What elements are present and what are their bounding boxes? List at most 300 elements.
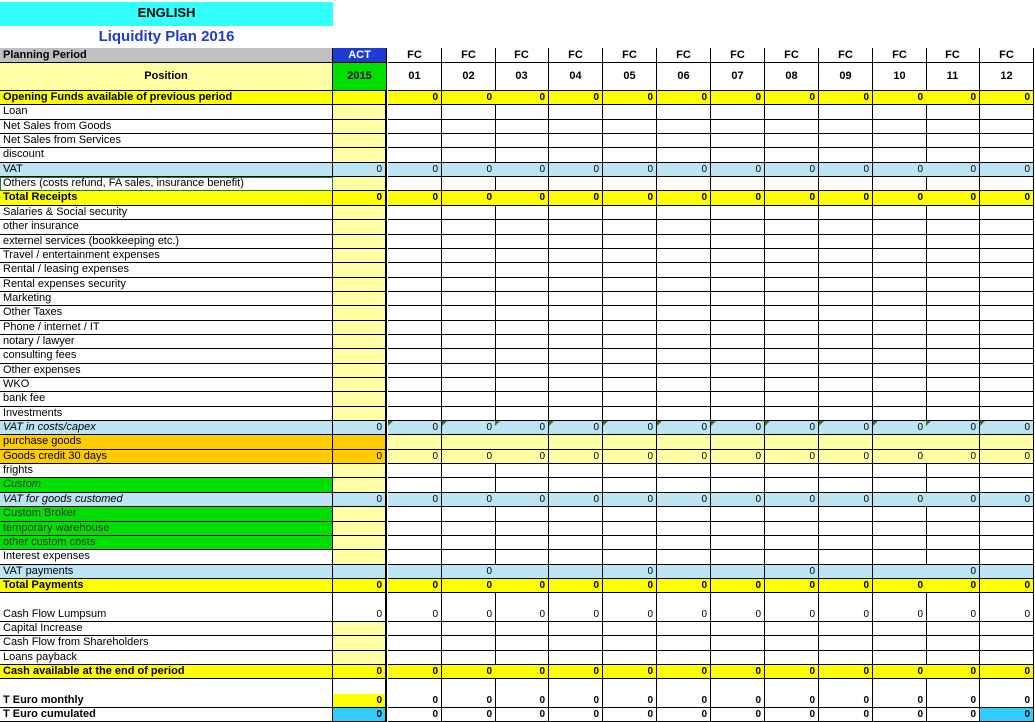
cell[interactable] xyxy=(980,292,1034,306)
cell[interactable] xyxy=(711,392,765,407)
cell[interactable] xyxy=(980,536,1034,550)
cell[interactable] xyxy=(442,220,496,235)
cell[interactable]: 0 xyxy=(819,450,873,464)
cell[interactable] xyxy=(765,435,819,450)
cell[interactable] xyxy=(926,134,980,148)
cell[interactable]: 0 xyxy=(765,565,819,579)
cell[interactable] xyxy=(873,622,927,636)
cell[interactable]: 0 xyxy=(495,608,549,622)
cell[interactable] xyxy=(495,148,549,163)
cell[interactable] xyxy=(388,278,442,292)
cell[interactable] xyxy=(333,435,387,450)
cell[interactable]: 0 xyxy=(711,579,765,593)
cell[interactable] xyxy=(495,392,549,407)
cell[interactable] xyxy=(603,206,657,220)
row-label[interactable]: Custom Broker xyxy=(0,507,333,522)
cell[interactable]: 0 xyxy=(549,91,603,105)
cell[interactable] xyxy=(873,220,927,235)
cell[interactable] xyxy=(819,134,873,148)
cell[interactable] xyxy=(819,292,873,306)
cell[interactable] xyxy=(495,464,549,478)
cell[interactable] xyxy=(980,321,1034,335)
cell[interactable] xyxy=(873,364,927,378)
cell[interactable] xyxy=(603,263,657,278)
cell[interactable] xyxy=(333,679,387,694)
cell[interactable] xyxy=(388,378,442,392)
cell[interactable]: 0 xyxy=(442,450,496,464)
cell[interactable] xyxy=(711,335,765,349)
cell[interactable]: 0 xyxy=(711,91,765,105)
cell[interactable] xyxy=(980,306,1034,321)
cell[interactable]: 0 xyxy=(873,191,927,206)
cell[interactable]: 0 xyxy=(819,608,873,622)
row-label[interactable]: Investments xyxy=(0,407,333,421)
row-label[interactable]: Others (costs refund, FA sales, insurance benefit) xyxy=(0,177,333,191)
cell[interactable] xyxy=(333,120,387,134)
cell[interactable]: 0 xyxy=(765,91,819,105)
cell[interactable] xyxy=(711,278,765,292)
cell[interactable] xyxy=(388,565,442,579)
cell[interactable]: 0 xyxy=(388,694,442,708)
cell[interactable] xyxy=(549,105,603,120)
cell[interactable]: 0 xyxy=(980,421,1034,435)
cell[interactable] xyxy=(603,622,657,636)
cell[interactable] xyxy=(819,120,873,134)
row-label[interactable]: WKO xyxy=(0,378,333,392)
cell[interactable]: 0 xyxy=(819,579,873,593)
cell[interactable] xyxy=(926,263,980,278)
cell[interactable] xyxy=(657,550,711,565)
row-label[interactable]: Marketing xyxy=(0,292,333,306)
cell[interactable] xyxy=(442,278,496,292)
cell[interactable] xyxy=(873,507,927,522)
cell[interactable] xyxy=(388,435,442,450)
cell[interactable]: 0 xyxy=(549,421,603,435)
cell[interactable] xyxy=(657,292,711,306)
row-label[interactable]: Loan xyxy=(0,105,333,120)
cell[interactable] xyxy=(819,478,873,493)
row-label[interactable]: consulting fees xyxy=(0,349,333,364)
cell[interactable] xyxy=(926,206,980,220)
cell[interactable] xyxy=(603,120,657,134)
cell[interactable] xyxy=(819,349,873,364)
row-label[interactable]: Cash Flow Lumpsum xyxy=(0,608,333,622)
cell[interactable] xyxy=(819,536,873,550)
cell[interactable]: 0 xyxy=(442,579,496,593)
cell[interactable]: 0 xyxy=(495,450,549,464)
cell[interactable] xyxy=(765,220,819,235)
cell[interactable]: 0 xyxy=(926,608,980,622)
row-label[interactable]: Net Sales from Services xyxy=(0,134,333,148)
cell[interactable] xyxy=(873,435,927,450)
cell[interactable]: 0 xyxy=(442,421,496,435)
row-label[interactable]: Net Sales from Goods xyxy=(0,120,333,134)
cell[interactable] xyxy=(980,622,1034,636)
cell[interactable] xyxy=(926,622,980,636)
row-label[interactable]: frights xyxy=(0,464,333,478)
cell[interactable] xyxy=(765,522,819,536)
row-label[interactable]: Capital Increase xyxy=(0,622,333,636)
cell[interactable]: 0 xyxy=(980,493,1034,507)
cell[interactable] xyxy=(873,522,927,536)
cell[interactable] xyxy=(333,478,387,493)
cell[interactable] xyxy=(388,636,442,651)
cell[interactable] xyxy=(657,622,711,636)
cell[interactable]: 0 xyxy=(873,493,927,507)
cell[interactable] xyxy=(711,435,765,450)
cell[interactable] xyxy=(657,120,711,134)
cell[interactable]: 0 xyxy=(711,694,765,708)
cell[interactable] xyxy=(819,507,873,522)
cell[interactable]: 0 xyxy=(657,579,711,593)
cell[interactable] xyxy=(926,550,980,565)
cell[interactable] xyxy=(495,220,549,235)
cell[interactable]: 0 xyxy=(711,163,765,177)
cell[interactable] xyxy=(495,565,549,579)
row-label[interactable]: Phone / internet / IT xyxy=(0,321,333,335)
cell[interactable]: 0 xyxy=(603,191,657,206)
cell[interactable] xyxy=(495,335,549,349)
cell[interactable] xyxy=(495,407,549,421)
cell[interactable]: 0 xyxy=(388,191,442,206)
cell[interactable]: 0 xyxy=(711,493,765,507)
row-label[interactable]: Rental / leasing expenses xyxy=(0,263,333,278)
cell[interactable]: 0 xyxy=(549,608,603,622)
cell[interactable] xyxy=(388,679,442,694)
cell[interactable]: 0 xyxy=(388,493,442,507)
cell[interactable] xyxy=(873,335,927,349)
cell[interactable] xyxy=(442,478,496,493)
cell[interactable]: 0 xyxy=(495,579,549,593)
cell[interactable]: 0 xyxy=(495,694,549,708)
cell[interactable] xyxy=(495,321,549,335)
row-label[interactable]: Loans payback xyxy=(0,651,333,665)
cell[interactable] xyxy=(926,120,980,134)
cell[interactable]: 0 xyxy=(388,579,442,593)
cell[interactable] xyxy=(765,235,819,249)
cell[interactable]: 0 xyxy=(388,708,442,722)
cell[interactable]: 0 xyxy=(873,694,927,708)
row-label[interactable]: VAT in costs/capex xyxy=(0,421,333,435)
cell[interactable] xyxy=(549,249,603,263)
cell[interactable] xyxy=(603,636,657,651)
cell[interactable] xyxy=(765,278,819,292)
cell[interactable]: 0 xyxy=(819,665,873,679)
cell[interactable] xyxy=(442,349,496,364)
cell[interactable] xyxy=(711,134,765,148)
cell[interactable]: 0 xyxy=(980,163,1034,177)
cell[interactable] xyxy=(333,91,387,105)
cell[interactable] xyxy=(333,105,387,120)
cell[interactable] xyxy=(549,507,603,522)
cell[interactable] xyxy=(495,536,549,550)
cell[interactable] xyxy=(388,263,442,278)
row-label[interactable]: Custom xyxy=(0,478,333,493)
cell[interactable] xyxy=(603,679,657,694)
row-label[interactable] xyxy=(0,593,333,608)
cell[interactable] xyxy=(926,105,980,120)
cell[interactable] xyxy=(873,120,927,134)
cell[interactable] xyxy=(873,679,927,694)
cell[interactable]: 0 xyxy=(388,608,442,622)
cell[interactable] xyxy=(603,349,657,364)
cell[interactable] xyxy=(711,651,765,665)
cell[interactable] xyxy=(711,536,765,550)
cell[interactable] xyxy=(819,636,873,651)
cell[interactable] xyxy=(495,349,549,364)
cell[interactable] xyxy=(765,177,819,191)
cell[interactable] xyxy=(765,249,819,263)
cell[interactable]: 0 xyxy=(388,421,442,435)
cell[interactable]: 0 xyxy=(819,493,873,507)
cell[interactable] xyxy=(442,679,496,694)
cell[interactable]: 0 xyxy=(495,708,549,722)
cell[interactable] xyxy=(333,550,387,565)
cell[interactable] xyxy=(442,321,496,335)
cell[interactable] xyxy=(765,206,819,220)
cell[interactable] xyxy=(765,392,819,407)
cell[interactable] xyxy=(657,364,711,378)
cell[interactable]: 0 xyxy=(549,493,603,507)
row-label[interactable]: Other Taxes xyxy=(0,306,333,321)
cell[interactable] xyxy=(819,278,873,292)
cell[interactable] xyxy=(926,220,980,235)
cell[interactable] xyxy=(980,522,1034,536)
cell[interactable] xyxy=(765,349,819,364)
cell[interactable]: 0 xyxy=(657,493,711,507)
cell[interactable] xyxy=(819,321,873,335)
cell[interactable] xyxy=(549,177,603,191)
cell[interactable]: 0 xyxy=(442,665,496,679)
cell[interactable] xyxy=(980,349,1034,364)
cell[interactable]: 0 xyxy=(873,579,927,593)
cell[interactable] xyxy=(711,235,765,249)
cell[interactable] xyxy=(873,378,927,392)
cell[interactable] xyxy=(333,306,387,321)
cell[interactable] xyxy=(442,364,496,378)
cell[interactable]: 0 xyxy=(549,163,603,177)
cell[interactable]: 0 xyxy=(765,579,819,593)
cell[interactable] xyxy=(333,392,387,407)
cell[interactable]: 0 xyxy=(926,421,980,435)
cell[interactable] xyxy=(765,335,819,349)
cell[interactable] xyxy=(873,177,927,191)
cell[interactable] xyxy=(657,134,711,148)
cell[interactable] xyxy=(603,435,657,450)
cell[interactable] xyxy=(495,364,549,378)
cell[interactable] xyxy=(442,636,496,651)
cell[interactable] xyxy=(980,148,1034,163)
cell[interactable] xyxy=(657,249,711,263)
cell[interactable]: 0 xyxy=(549,665,603,679)
cell[interactable] xyxy=(388,177,442,191)
cell[interactable]: 0 xyxy=(603,493,657,507)
cell[interactable] xyxy=(333,292,387,306)
cell[interactable] xyxy=(442,206,496,220)
cell[interactable]: 0 xyxy=(549,694,603,708)
row-label[interactable]: Interest expenses xyxy=(0,550,333,565)
cell[interactable] xyxy=(388,593,442,608)
cell[interactable] xyxy=(711,622,765,636)
cell[interactable] xyxy=(711,249,765,263)
cell[interactable]: 0 xyxy=(442,608,496,622)
cell[interactable]: 0 xyxy=(980,450,1034,464)
cell[interactable] xyxy=(333,593,387,608)
cell[interactable]: 0 xyxy=(495,493,549,507)
cell[interactable] xyxy=(495,292,549,306)
cell[interactable] xyxy=(873,105,927,120)
cell[interactable] xyxy=(549,651,603,665)
cell[interactable] xyxy=(873,134,927,148)
cell[interactable] xyxy=(333,206,387,220)
cell[interactable] xyxy=(549,636,603,651)
cell[interactable] xyxy=(711,263,765,278)
cell[interactable] xyxy=(819,622,873,636)
row-label[interactable]: Travel / entertainment expenses xyxy=(0,249,333,263)
cell[interactable] xyxy=(765,321,819,335)
cell[interactable] xyxy=(333,249,387,263)
cell[interactable] xyxy=(819,522,873,536)
cell[interactable] xyxy=(711,292,765,306)
cell[interactable] xyxy=(711,321,765,335)
cell[interactable]: 0 xyxy=(980,708,1034,722)
cell[interactable]: 0 xyxy=(388,665,442,679)
cell[interactable] xyxy=(819,651,873,665)
cell[interactable]: 0 xyxy=(333,493,387,507)
cell[interactable] xyxy=(926,392,980,407)
cell[interactable] xyxy=(495,593,549,608)
cell[interactable] xyxy=(495,622,549,636)
cell[interactable] xyxy=(549,206,603,220)
cell[interactable] xyxy=(388,292,442,306)
cell[interactable] xyxy=(657,335,711,349)
cell[interactable] xyxy=(549,364,603,378)
cell[interactable] xyxy=(765,306,819,321)
cell[interactable]: 0 xyxy=(765,450,819,464)
cell[interactable] xyxy=(388,407,442,421)
cell[interactable] xyxy=(926,306,980,321)
cell[interactable] xyxy=(442,536,496,550)
cell[interactable] xyxy=(603,392,657,407)
cell[interactable]: 0 xyxy=(657,421,711,435)
cell[interactable]: 0 xyxy=(873,421,927,435)
cell[interactable] xyxy=(711,220,765,235)
cell[interactable] xyxy=(980,636,1034,651)
cell[interactable] xyxy=(442,435,496,450)
row-label[interactable]: Total Receipts xyxy=(0,191,333,206)
cell[interactable] xyxy=(388,134,442,148)
cell[interactable] xyxy=(333,364,387,378)
cell[interactable] xyxy=(926,249,980,263)
cell[interactable] xyxy=(711,478,765,493)
cell[interactable]: 0 xyxy=(926,450,980,464)
cell[interactable] xyxy=(873,321,927,335)
cell[interactable] xyxy=(765,378,819,392)
cell[interactable] xyxy=(926,378,980,392)
cell[interactable] xyxy=(873,478,927,493)
cell[interactable] xyxy=(819,407,873,421)
cell[interactable] xyxy=(980,335,1034,349)
cell[interactable] xyxy=(442,335,496,349)
cell[interactable] xyxy=(333,134,387,148)
cell[interactable] xyxy=(388,206,442,220)
cell[interactable]: 0 xyxy=(926,163,980,177)
cell[interactable]: 0 xyxy=(711,608,765,622)
cell[interactable] xyxy=(765,120,819,134)
cell[interactable]: 0 xyxy=(765,191,819,206)
cell[interactable] xyxy=(442,249,496,263)
cell[interactable] xyxy=(549,278,603,292)
row-label[interactable]: T Euro cumulated xyxy=(0,708,333,722)
cell[interactable] xyxy=(388,622,442,636)
row-label[interactable]: Other expenses xyxy=(0,364,333,378)
cell[interactable] xyxy=(388,335,442,349)
cell[interactable] xyxy=(873,349,927,364)
cell[interactable] xyxy=(926,435,980,450)
cell[interactable]: 0 xyxy=(549,450,603,464)
cell[interactable]: 0 xyxy=(926,708,980,722)
cell[interactable] xyxy=(495,120,549,134)
cell[interactable] xyxy=(549,120,603,134)
cell[interactable]: 0 xyxy=(711,450,765,464)
cell[interactable] xyxy=(711,679,765,694)
cell[interactable] xyxy=(388,235,442,249)
cell[interactable] xyxy=(657,536,711,550)
cell[interactable] xyxy=(765,292,819,306)
cell[interactable] xyxy=(603,522,657,536)
cell[interactable]: 0 xyxy=(333,694,387,708)
cell[interactable] xyxy=(711,565,765,579)
cell[interactable]: 0 xyxy=(765,163,819,177)
cell[interactable] xyxy=(388,105,442,120)
cell[interactable]: 0 xyxy=(603,694,657,708)
cell[interactable] xyxy=(765,507,819,522)
cell[interactable] xyxy=(442,292,496,306)
cell[interactable]: 0 xyxy=(495,665,549,679)
cell[interactable] xyxy=(388,550,442,565)
cell[interactable] xyxy=(765,134,819,148)
cell[interactable] xyxy=(549,522,603,536)
cell[interactable] xyxy=(333,622,387,636)
cell[interactable] xyxy=(495,378,549,392)
cell[interactable] xyxy=(603,249,657,263)
cell[interactable]: 0 xyxy=(765,694,819,708)
cell[interactable]: 0 xyxy=(711,665,765,679)
cell[interactable] xyxy=(388,220,442,235)
cell[interactable] xyxy=(388,249,442,263)
row-label[interactable]: purchase goods xyxy=(0,435,333,450)
cell[interactable] xyxy=(657,522,711,536)
cell[interactable]: 0 xyxy=(819,421,873,435)
cell[interactable]: 0 xyxy=(926,579,980,593)
cell[interactable] xyxy=(333,148,387,163)
cell[interactable] xyxy=(819,593,873,608)
cell[interactable] xyxy=(873,392,927,407)
cell[interactable] xyxy=(980,464,1034,478)
cell[interactable] xyxy=(765,651,819,665)
cell[interactable] xyxy=(495,522,549,536)
cell[interactable] xyxy=(819,220,873,235)
row-label[interactable]: Opening Funds available of previous period xyxy=(0,91,333,105)
cell[interactable] xyxy=(873,306,927,321)
cell[interactable] xyxy=(333,407,387,421)
cell[interactable] xyxy=(873,407,927,421)
cell[interactable] xyxy=(549,335,603,349)
cell[interactable] xyxy=(980,478,1034,493)
cell[interactable] xyxy=(549,148,603,163)
cell[interactable]: 0 xyxy=(442,91,496,105)
cell[interactable] xyxy=(711,522,765,536)
